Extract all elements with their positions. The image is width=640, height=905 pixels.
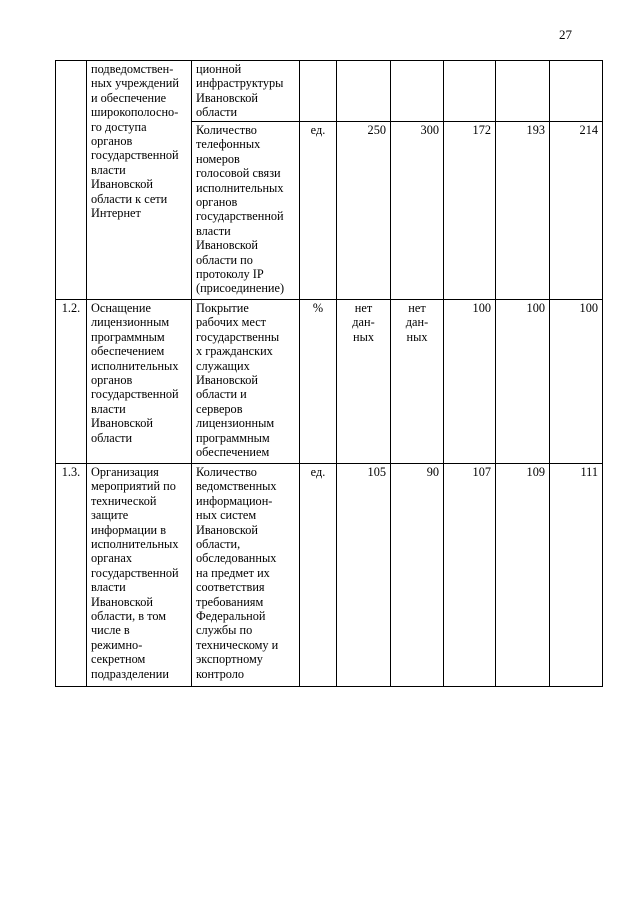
unit-cell: ед. bbox=[300, 122, 337, 300]
row-number-cell: 1.3. bbox=[56, 464, 87, 687]
row-number-cell: 1.2. bbox=[56, 300, 87, 464]
table-row bbox=[56, 464, 603, 687]
indicator-cell: Количество ведомственных информацион- ных систем Ивановской области, обследованных на предмет их соответствия требованиям Федеральной службы по техническому и экспортному контроло bbox=[192, 464, 300, 687]
value-cell bbox=[550, 61, 603, 122]
table-row bbox=[56, 300, 603, 464]
event-cell: Организация мероприятий по технической защите информации в исполнительных органах государственной власти Ивановской области, в том числе в режимно- секретном подразделении bbox=[87, 464, 192, 687]
value-cell: 107 bbox=[444, 464, 496, 687]
value-cell: нет дан- ных bbox=[391, 300, 444, 464]
row-number-cell bbox=[56, 61, 87, 300]
page-number: 27 bbox=[559, 27, 572, 42]
indicators-table bbox=[55, 60, 603, 687]
indicator-cell: Покрытие рабочих мест государственны х гражданских служащих Ивановской области и серверов лицензионным программным обеспечением bbox=[192, 300, 300, 464]
unit-cell bbox=[300, 61, 337, 122]
value-cell bbox=[496, 61, 550, 122]
value-cell: 100 bbox=[444, 300, 496, 464]
value-cell: 172 bbox=[444, 122, 496, 300]
value-cell: 100 bbox=[496, 300, 550, 464]
value-cell: 300 bbox=[391, 122, 444, 300]
value-cell: 109 bbox=[496, 464, 550, 687]
value-cell: 250 bbox=[337, 122, 391, 300]
value-cell: 100 bbox=[550, 300, 603, 464]
value-cell bbox=[337, 61, 391, 122]
unit-cell: ед. bbox=[300, 464, 337, 687]
value-cell: 193 bbox=[496, 122, 550, 300]
value-cell: нет дан- ных bbox=[337, 300, 391, 464]
value-cell: 111 bbox=[550, 464, 603, 687]
indicator-cell: ционной инфраструктуры Ивановской области bbox=[192, 61, 300, 122]
event-cell: Оснащение лицензионным программным обеспечением исполнительных органов государственной власти Ивановской области bbox=[87, 300, 192, 464]
table-row bbox=[56, 61, 603, 122]
value-cell: 214 bbox=[550, 122, 603, 300]
value-cell: 105 bbox=[337, 464, 391, 687]
unit-cell: % bbox=[300, 300, 337, 464]
value-cell bbox=[391, 61, 444, 122]
event-cell: подведомствен- ных учреждений и обеспечение широкополосно- го доступа органов государственной власти Ивановской области к сети Интернет bbox=[87, 61, 192, 300]
indicator-cell: Количество телефонных номеров голосовой связи исполнительных органов государственной власти Ивановской области по протоколу IP (присоединение) bbox=[192, 122, 300, 300]
value-cell: 90 bbox=[391, 464, 444, 687]
value-cell bbox=[444, 61, 496, 122]
